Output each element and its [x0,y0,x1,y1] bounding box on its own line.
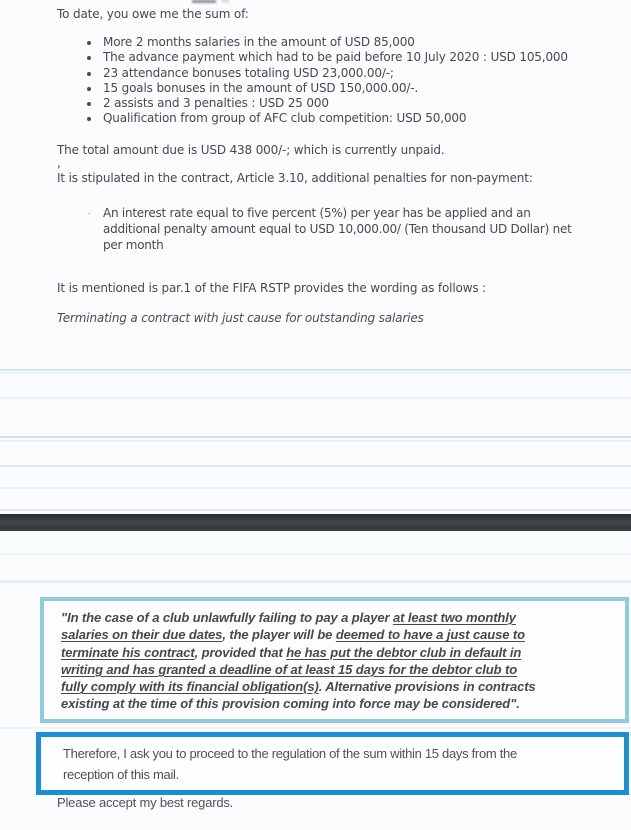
text-line: fully comply with its financial obligation(s). Alternative provisions in contracts [61,679,536,695]
scan-line [0,369,631,371]
text-line: additional penalty amount equal to USD 10,000.00/ (Ten thousand UD Dollar) net [103,221,572,236]
list-item: 23 attendance bonuses totaling USD 23,000.00/-; [86,66,568,81]
text-line: An interest rate equal to five percent (5%) per year has be applied and an [103,206,531,220]
scan-line [0,440,631,442]
scan-line [0,465,631,467]
text-line: terminate his contract, provided that he has put the debtor club in default in [61,644,522,660]
fifa-rstp-line: It is mentioned is par.1 of the FIFA RSTP provides the wording as follows : [57,281,487,295]
scan-line [0,727,631,729]
text-line: existing at the time of this provision coming into force may be considered". [61,696,520,712]
text-line: Therefore, I ask you to proceed to the regulation of the sum within 15 days from the [63,746,517,761]
list-item: More 2 months salaries in the amount of USD 85,000 [86,35,568,50]
scan-line [0,487,631,489]
list-item: 2 assists and 3 penalties : USD 25 000 [86,96,568,111]
scan-line [0,436,631,438]
text-line: salaries on their due dates, the player will be deemed to have a just cause to [61,627,525,643]
request-box [36,732,629,795]
total-amount-line: The total amount due is USD 438 000/-; which is currently unpaid. [57,143,445,157]
page-divider-band [0,514,631,531]
penalty-clause [103,206,572,253]
intro-line: To date, you owe me the sum of: [57,7,249,21]
stray-comma: , [57,156,61,170]
text-line: "In the case of a club unlawfully failing to pay a player at least two monthly [61,610,516,625]
faded-bullet-mark: - [85,207,92,220]
stipulation-line: It is stipulated in the contract, Article 3.10, additional penalties for non-payment: [57,171,533,185]
scan-line [0,397,631,399]
list-item: Qualification from group of AFC club competition: USD 50,000 [86,111,568,126]
text-line: per month [103,237,164,252]
text-line: reception of this mail. [63,767,179,782]
scan-line [0,553,631,555]
quote-box [40,597,629,723]
page-divider-shadow [0,509,631,511]
list-item: The advance payment which had to be paid before 10 July 2020 : USD 105,000 [86,50,568,65]
scan-smudge [222,0,229,2]
scan-line [0,372,631,374]
scan-smudge [192,0,216,3]
text-line: writing and has granted a deadline of at least 15 days for the debtor club to [61,661,518,677]
terminating-contract-line: Terminating a contract with just cause for outstanding salaries [57,311,424,325]
scan-line [0,580,631,583]
closing-line: Please accept my best regards. [57,795,234,810]
owed-amounts-list [86,35,568,127]
list-item: 15 goals bonuses in the amount of USD 150,000.00/-. [86,81,568,96]
